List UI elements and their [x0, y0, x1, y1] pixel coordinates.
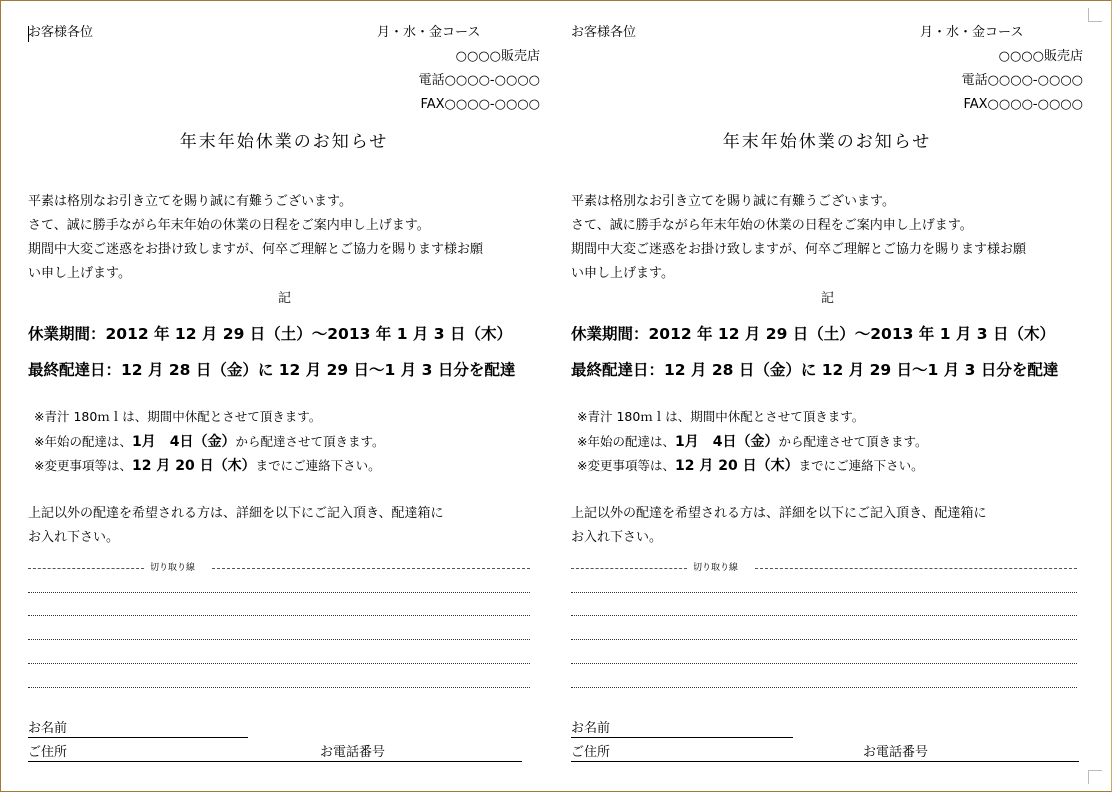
- name-field-line[interactable]: [571, 737, 793, 738]
- holiday-period: 休業期間：2012 年 12 月 29 日（土）～2013 年 1 月 3 日（木）: [571, 325, 1055, 343]
- cut-line: [28, 568, 144, 569]
- last-delivery: 最終配達日：12 月 28 日（金）に 12 月 29 日～1 月 3 日分を配達: [571, 361, 1059, 379]
- note-text: から配達させて頂きます。: [778, 434, 928, 449]
- body-line: い申し上げます。: [28, 266, 131, 281]
- course-name: 月・水・金コース: [920, 25, 1024, 40]
- ki-mark: 記: [821, 291, 835, 306]
- name-label: お名前: [28, 721, 68, 736]
- cut-line: [212, 568, 530, 569]
- write-line: [28, 639, 530, 640]
- write-line: [571, 615, 1077, 616]
- body-line: 期間中大変ご迷惑をお掛け致しますが、何卒ご理解とご協力を賜ります様お願: [28, 242, 484, 257]
- note-date: 12 月 20 日（木）: [674, 458, 799, 474]
- write-line: [28, 615, 530, 616]
- write-line: [28, 663, 530, 664]
- note-date: 12 月 20 日（木）: [131, 458, 256, 474]
- body-line: 平素は格別なお引き立てを賜り誠に有難うございます。: [571, 194, 895, 209]
- addressee: お客様各位: [571, 25, 637, 40]
- note-text: までにご連絡下さい。: [255, 458, 381, 473]
- write-line: [571, 687, 1077, 688]
- address-label: ご住所: [28, 745, 68, 760]
- note-aojiru: ※青汁 180ｍｌは、期間中休配とさせて頂きます。: [577, 409, 865, 424]
- request-line: 上記以外の配達を希望される方は、詳細を以下にご記入頂き、配達箱に: [571, 506, 987, 521]
- crop-mark: [1088, 770, 1102, 771]
- note-text: ※年始の配達は、: [577, 434, 675, 449]
- note-new-year: [577, 433, 927, 451]
- store-fax: FAX○○○○-○○○○: [420, 97, 540, 112]
- request-line: お入れ下さい。: [571, 530, 663, 545]
- request-line: 上記以外の配達を希望される方は、詳細を以下にご記入頂き、配達箱に: [28, 506, 444, 521]
- note-text: から配達させて頂きます。: [235, 434, 385, 449]
- note-date: 1月 4日（金）: [674, 434, 779, 450]
- note-new-year: [34, 433, 384, 451]
- leaflet-left: [0, 0, 540, 792]
- request-line: お入れ下さい。: [28, 530, 120, 545]
- name-field-line[interactable]: [28, 737, 248, 738]
- store-phone: 電話○○○○-○○○○: [418, 73, 540, 88]
- holiday-period: 休業期間：2012 年 12 月 29 日（土）～2013 年 1 月 3 日（木）: [28, 325, 512, 343]
- cut-line-label: 切り取り線: [693, 563, 739, 573]
- write-line: [28, 592, 530, 593]
- body-line: さて、誠に勝手ながら年末年始の休業の日程をご案内申し上げます。: [28, 218, 430, 233]
- store-phone: 電話○○○○-○○○○: [961, 73, 1083, 88]
- crop-mark: [1088, 21, 1102, 22]
- address-field-line[interactable]: [28, 761, 522, 762]
- document-title: 年末年始休業のお知らせ: [179, 132, 389, 152]
- note-text: ※変更事項等は、: [577, 458, 675, 473]
- store-fax: FAX○○○○-○○○○: [963, 97, 1083, 112]
- course-name: 月・水・金コース: [377, 25, 481, 40]
- crop-mark: [1088, 770, 1089, 784]
- store-name: ○○○○販売店: [455, 49, 540, 64]
- write-line: [28, 687, 530, 688]
- note-date: 1月 4日（金）: [131, 434, 236, 450]
- note-text: までにご連絡下さい。: [798, 458, 924, 473]
- ki-mark: 記: [278, 291, 292, 306]
- addressee: お客様各位: [28, 25, 94, 40]
- write-line: [571, 663, 1077, 664]
- name-label: お名前: [571, 721, 611, 736]
- body-line: さて、誠に勝手ながら年末年始の休業の日程をご案内申し上げます。: [571, 218, 973, 233]
- note-changes: [34, 457, 381, 475]
- store-name: ○○○○販売店: [998, 49, 1083, 64]
- note-text: ※年始の配達は、: [34, 434, 132, 449]
- phone-label: お電話番号: [863, 745, 929, 760]
- crop-mark: [1088, 8, 1089, 22]
- last-delivery: 最終配達日：12 月 28 日（金）に 12 月 29 日～1 月 3 日分を配達: [28, 361, 516, 379]
- body-line: 期間中大変ご迷惑をお掛け致しますが、何卒ご理解とご協力を賜ります様お願: [571, 242, 1027, 257]
- address-label: ご住所: [571, 745, 611, 760]
- document-title: 年末年始休業のお知らせ: [722, 132, 932, 152]
- leaflet-right: [543, 0, 1083, 792]
- cut-line: [755, 568, 1077, 569]
- note-changes: [577, 457, 924, 475]
- body-line: い申し上げます。: [571, 266, 674, 281]
- phone-label: お電話番号: [320, 745, 386, 760]
- cut-line: [571, 568, 687, 569]
- write-line: [571, 639, 1077, 640]
- body-line: 平素は格別なお引き立てを賜り誠に有難うございます。: [28, 194, 352, 209]
- note-text: ※変更事項等は、: [34, 458, 132, 473]
- note-aojiru: ※青汁 180ｍｌは、期間中休配とさせて頂きます。: [34, 409, 322, 424]
- write-line: [571, 592, 1077, 593]
- cut-line-label: 切り取り線: [150, 563, 196, 573]
- address-field-line[interactable]: [571, 761, 1079, 762]
